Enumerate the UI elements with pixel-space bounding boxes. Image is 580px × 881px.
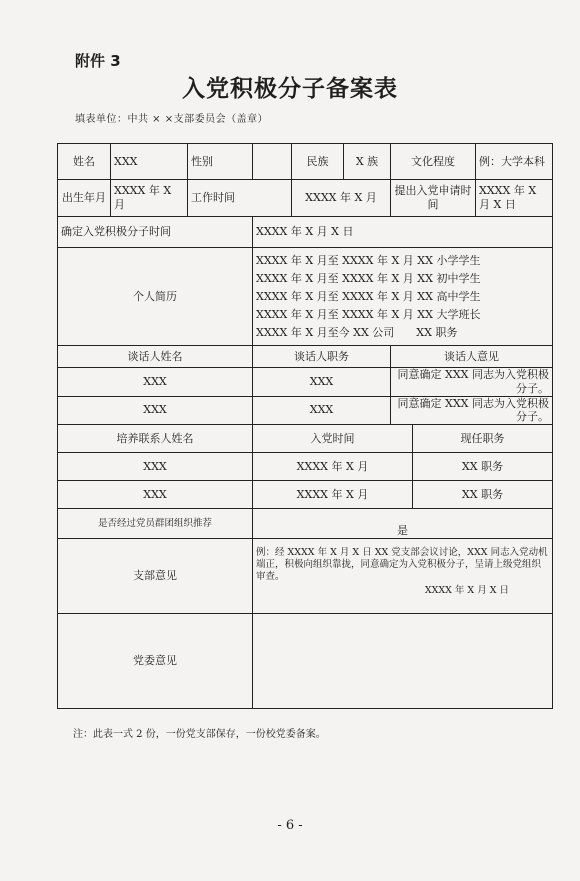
table-row	[58, 248, 553, 346]
education-value[interactable]: 例：大学本科	[476, 144, 553, 180]
contact-post[interactable]: XX 职务	[413, 453, 553, 481]
contact-join-time[interactable]: XXXX 年 X 月	[253, 481, 413, 509]
interviewer-post[interactable]: XXX	[253, 368, 391, 397]
activist-time-label: 确定入党积极分子时间	[58, 217, 253, 248]
work-time-value[interactable]: XXXX 年 X 月	[292, 180, 391, 217]
table-row	[58, 481, 553, 509]
branch-opinion-label: 支部意见	[58, 539, 253, 614]
table-row	[58, 453, 553, 481]
interviewer-post[interactable]: XXX	[253, 396, 391, 425]
page-title: 入党积极分子备案表	[182, 75, 398, 102]
contact-name-header: 培养联系人姓名	[58, 425, 253, 453]
table-row	[58, 368, 553, 397]
table-row	[58, 614, 553, 709]
table-row	[58, 144, 553, 180]
interviewer-post-header: 谈话人职务	[253, 346, 391, 368]
branch-opinion-date: XXXX 年 X 月 X 日	[424, 584, 509, 596]
contact-join-time[interactable]: XXXX 年 X 月	[253, 453, 413, 481]
table-row	[58, 180, 553, 217]
education-label: 文化程度	[391, 144, 476, 180]
resume-line: XXXX 年 X 月至 XXXX 年 X 月 XX 大学班长	[256, 307, 481, 321]
interviewer-name[interactable]: XXX	[58, 396, 253, 425]
interviewer-opinion-header: 谈话人意见	[391, 346, 553, 368]
committee-opinion-content[interactable]	[253, 614, 553, 709]
table-row	[58, 539, 553, 614]
apply-time-value[interactable]: XXXX 年 X 月 X 日	[476, 180, 553, 217]
table-row	[58, 425, 553, 453]
gender-label: 性别	[188, 144, 253, 180]
apply-time-label: 提出入党申请时间	[391, 180, 476, 217]
interviewer-opinion[interactable]: 同意确定 XXX 同志为入党积极分子。	[391, 368, 553, 397]
footnote: 注：此表一式 2 份，一份党支部保存，一份校党委备案。	[73, 729, 326, 740]
attachment-label: 附件 3	[75, 52, 121, 70]
resume-label: 个人简历	[58, 248, 253, 346]
ethnic-value[interactable]: X 族	[344, 144, 391, 180]
page-number: - 6 -	[277, 818, 303, 833]
resume-line: XXXX 年 X 月至 XXXX 年 X 月 XX 小学学生	[256, 253, 481, 267]
resume-line: XXXX 年 X 月至 XXXX 年 X 月 XX 初中学生	[256, 271, 481, 285]
name-label: 姓名	[58, 144, 111, 180]
table-row	[58, 509, 553, 539]
committee-opinion-label: 党委意见	[58, 614, 253, 709]
contact-post-header: 现任职务	[413, 425, 553, 453]
contact-name[interactable]: XXX	[58, 481, 253, 509]
work-time-label: 工作时间	[188, 180, 292, 217]
ethnic-label: 民族	[292, 144, 344, 180]
branch-opinion-content[interactable]	[253, 539, 553, 614]
resume-content[interactable]	[253, 248, 553, 346]
birth-label: 出生年月	[58, 180, 111, 217]
contact-post[interactable]: XX 职务	[413, 481, 553, 509]
interviewer-name[interactable]: XXX	[58, 368, 253, 397]
name-value[interactable]: XXX	[111, 144, 188, 180]
recommend-label: 是否经过党员群团组织推荐	[58, 509, 253, 539]
activist-time-value[interactable]: XXXX 年 X 月 X 日	[253, 217, 553, 248]
contact-join-header: 入党时间	[253, 425, 413, 453]
recommend-value[interactable]: 是	[253, 509, 553, 539]
branch-opinion-text: 例：经 XXXX 年 X 月 X 日 XX 党支部会议讨论，XXX 同志入党动机端正，积极向组织靠拢，同意确定为入党积极分子，呈请上级党组织审查。	[256, 547, 548, 582]
birth-value[interactable]: XXXX 年 X 月	[111, 180, 188, 217]
table-row	[58, 396, 553, 425]
resume-line: XXXX 年 X 月至 XXXX 年 X 月 XX 高中学生	[256, 289, 481, 303]
interviewer-opinion[interactable]: 同意确定 XXX 同志为入党积极分子。	[391, 396, 553, 425]
contact-name[interactable]: XXX	[58, 453, 253, 481]
table-row	[58, 217, 553, 248]
filling-unit: 填表单位：中共 × ×支部委员会（盖章）	[75, 114, 269, 125]
interviewer-name-header: 谈话人姓名	[58, 346, 253, 368]
gender-value[interactable]	[253, 144, 292, 180]
table-row	[58, 346, 553, 368]
record-form-table	[57, 143, 553, 709]
resume-line: XXXX 年 X 月至今 XX 公司 XX 职务	[256, 325, 458, 339]
